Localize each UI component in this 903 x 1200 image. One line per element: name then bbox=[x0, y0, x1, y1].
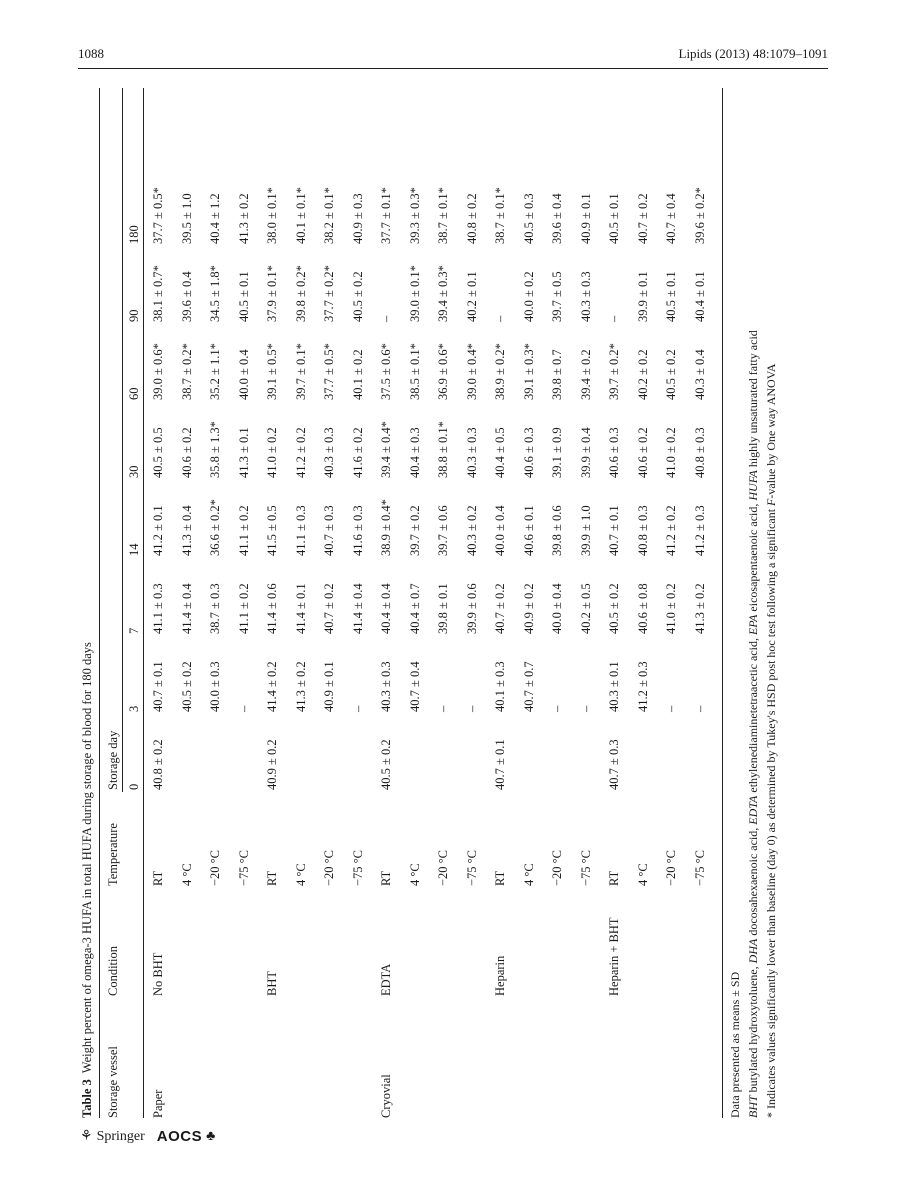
cell-value-day-60: 39.7 ± 0.1* bbox=[293, 343, 308, 400]
cell-condition: EDTA bbox=[379, 963, 393, 996]
cell-value-day-90: 37.7 ± 0.2* bbox=[322, 265, 336, 322]
cell-value-day-14: 41.2 ± 0.1 bbox=[151, 505, 165, 556]
cell-temperature: 4 °C bbox=[293, 863, 308, 886]
cell-value-day-90: – bbox=[607, 315, 621, 322]
cell-temperature: −75 °C bbox=[578, 849, 593, 886]
rotated-table bbox=[80, 88, 840, 1118]
cell-value-day-30: 39.1 ± 0.9 bbox=[550, 427, 564, 478]
cell-value-day-30: 41.2 ± 0.2 bbox=[293, 427, 308, 478]
cell-temperature: −20 °C bbox=[436, 849, 450, 886]
cell-value-day-30: 38.8 ± 0.1* bbox=[436, 421, 450, 478]
cell-value-day-7: 41.4 ± 0.1 bbox=[293, 583, 308, 634]
day-header-7: 7 bbox=[127, 627, 141, 634]
springer-wordmark: Springer bbox=[96, 1128, 145, 1144]
cell-value-day-3: 40.7 ± 0.1 bbox=[151, 661, 165, 712]
cell-value-day-14: 40.8 ± 0.3 bbox=[635, 505, 650, 556]
cell-value-day-14: 41.3 ± 0.4 bbox=[179, 505, 194, 556]
cell-storage-vessel: Paper bbox=[151, 1089, 165, 1118]
day-header-30: 30 bbox=[127, 465, 141, 478]
cell-value-day-90: 39.7 ± 0.5 bbox=[550, 271, 564, 322]
cell-value-day-60: 36.9 ± 0.6* bbox=[436, 343, 450, 400]
cell-value-day-60: 37.7 ± 0.5* bbox=[322, 343, 336, 400]
table-bottom-rule bbox=[722, 88, 723, 1118]
cell-value-day-0: 40.7 ± 0.1 bbox=[493, 739, 507, 790]
cell-value-day-60: 38.9 ± 0.2* bbox=[493, 343, 507, 400]
header-temperature: Temperature bbox=[106, 823, 120, 886]
cell-temperature: RT bbox=[151, 870, 165, 886]
cell-value-day-14: 41.2 ± 0.2 bbox=[664, 505, 678, 556]
cell-value-day-180: 40.7 ± 0.4 bbox=[664, 193, 678, 244]
cell-condition: BHT bbox=[265, 971, 279, 996]
cell-value-day-14: 40.7 ± 0.3 bbox=[322, 505, 336, 556]
cell-temperature: −20 °C bbox=[208, 849, 222, 886]
cell-value-day-60: 35.2 ± 1.1* bbox=[208, 343, 222, 400]
cell-value-day-7: 40.7 ± 0.2 bbox=[493, 583, 507, 634]
cell-value-day-0: 40.5 ± 0.2 bbox=[379, 739, 393, 790]
cell-value-day-14: 40.0 ± 0.4 bbox=[493, 505, 507, 556]
cell-value-day-7: 38.7 ± 0.3 bbox=[208, 583, 222, 634]
cell-value-day-30: 40.6 ± 0.3 bbox=[521, 427, 536, 478]
cell-temperature: −20 °C bbox=[664, 849, 678, 886]
cell-value-day-3: 40.3 ± 0.3 bbox=[379, 661, 393, 712]
day-header-60: 60 bbox=[127, 387, 141, 400]
cell-value-day-30: 39.4 ± 0.4* bbox=[379, 421, 393, 478]
cell-value-day-30: 41.0 ± 0.2 bbox=[664, 427, 678, 478]
cell-value-day-180: 38.7 ± 0.1* bbox=[436, 187, 450, 244]
day-header-0: 0 bbox=[127, 783, 141, 790]
cell-value-day-7: 41.1 ± 0.3 bbox=[151, 583, 165, 634]
cell-value-day-30: 40.5 ± 0.5 bbox=[151, 427, 165, 478]
cell-value-day-3: – bbox=[350, 705, 365, 712]
cell-temperature: 4 °C bbox=[635, 863, 650, 886]
cell-value-day-30: 40.6 ± 0.2 bbox=[635, 427, 650, 478]
cell-temperature: −75 °C bbox=[692, 849, 707, 886]
cell-value-day-7: 41.3 ± 0.2 bbox=[692, 583, 707, 634]
table-top-rule bbox=[99, 88, 100, 1118]
page-header bbox=[78, 38, 828, 60]
cell-value-day-14: 40.7 ± 0.1 bbox=[607, 505, 621, 556]
cell-value-day-30: 41.6 ± 0.2 bbox=[350, 427, 365, 478]
cell-value-day-180: 38.7 ± 0.1* bbox=[493, 187, 507, 244]
cell-value-day-180: 39.3 ± 0.3* bbox=[407, 187, 422, 244]
cell-value-day-3: – bbox=[236, 705, 251, 712]
cell-value-day-60: 39.1 ± 0.5* bbox=[265, 343, 279, 400]
table-label: Table 3 bbox=[80, 1079, 94, 1118]
cell-value-day-3: – bbox=[550, 705, 564, 712]
cell-value-day-90: 40.2 ± 0.1 bbox=[464, 271, 479, 322]
cell-value-day-3: – bbox=[578, 705, 593, 712]
table-header-rule bbox=[143, 88, 144, 1118]
cell-value-day-3: 40.7 ± 0.7 bbox=[521, 661, 536, 712]
table-note-abbreviations: BHT butylated hydroxytoluene, DHA docosahexaenoic acid, EDTA ethylenediaminetetraacetic acid, EPA eicosapentaenoic acid, HUFA highly unsaturated fatty acid bbox=[746, 330, 760, 1118]
cell-value-day-7: 40.5 ± 0.2 bbox=[607, 583, 621, 634]
cell-value-day-180: 38.2 ± 0.1* bbox=[322, 187, 336, 244]
cell-condition: Heparin bbox=[493, 955, 507, 996]
cell-condition: Heparin + BHT bbox=[607, 917, 621, 996]
publisher-footer bbox=[80, 1128, 215, 1145]
storage-day-rule bbox=[122, 88, 123, 792]
cell-value-day-30: 40.6 ± 0.3 bbox=[607, 427, 621, 478]
cell-value-day-60: 39.1 ± 0.3* bbox=[521, 343, 536, 400]
cell-value-day-180: 40.5 ± 0.1 bbox=[607, 193, 621, 244]
header-rule bbox=[78, 68, 828, 69]
cell-value-day-30: 40.6 ± 0.2 bbox=[179, 427, 194, 478]
cell-value-day-7: 41.0 ± 0.2 bbox=[664, 583, 678, 634]
cell-value-day-7: 41.4 ± 0.4 bbox=[350, 583, 365, 634]
cell-value-day-30: 40.8 ± 0.3 bbox=[692, 427, 707, 478]
cell-value-day-14: 40.6 ± 0.1 bbox=[521, 505, 536, 556]
cell-value-day-3: – bbox=[692, 705, 707, 712]
cell-value-day-90: 38.1 ± 0.7* bbox=[151, 265, 165, 322]
journal-citation: Lipids (2013) 48:1079–1091 bbox=[678, 46, 828, 61]
cell-value-day-60: 38.7 ± 0.2* bbox=[179, 343, 194, 400]
cell-value-day-90: 39.4 ± 0.3* bbox=[436, 265, 450, 322]
cell-value-day-180: 39.6 ± 0.2* bbox=[692, 187, 707, 244]
cell-value-day-7: 39.9 ± 0.6 bbox=[464, 583, 479, 634]
header-storage-vessel: Storage vessel bbox=[106, 1046, 120, 1118]
cell-value-day-14: 39.9 ± 1.0 bbox=[578, 505, 593, 556]
cell-value-day-7: 40.7 ± 0.2 bbox=[322, 583, 336, 634]
cell-value-day-30: 40.3 ± 0.3 bbox=[464, 427, 479, 478]
cell-value-day-90: 40.3 ± 0.3 bbox=[578, 271, 593, 322]
cell-value-day-14: 39.7 ± 0.6 bbox=[436, 505, 450, 556]
cell-value-day-14: 41.1 ± 0.2 bbox=[236, 505, 251, 556]
cell-value-day-0: 40.8 ± 0.2 bbox=[151, 739, 165, 790]
cell-value-day-14: 41.5 ± 0.5 bbox=[265, 505, 279, 556]
aocs-logo: AOCS bbox=[156, 1128, 203, 1145]
cell-value-day-3: 41.4 ± 0.2 bbox=[265, 661, 279, 712]
cell-value-day-30: 41.3 ± 0.1 bbox=[236, 427, 251, 478]
cell-value-day-0: 40.9 ± 0.2 bbox=[265, 739, 279, 790]
cell-value-day-180: 40.1 ± 0.1* bbox=[293, 187, 308, 244]
day-header-3: 3 bbox=[127, 705, 141, 712]
cell-value-day-60: 37.5 ± 0.6* bbox=[379, 343, 393, 400]
cell-value-day-7: 41.1 ± 0.2 bbox=[236, 583, 251, 634]
cell-value-day-60: 40.1 ± 0.2 bbox=[350, 349, 365, 400]
cell-value-day-7: 40.9 ± 0.2 bbox=[521, 583, 536, 634]
cell-value-day-180: 40.9 ± 0.1 bbox=[578, 193, 593, 244]
cell-value-day-14: 39.8 ± 0.6 bbox=[550, 505, 564, 556]
cell-value-day-14: 41.1 ± 0.3 bbox=[293, 505, 308, 556]
cell-temperature: −20 °C bbox=[322, 849, 336, 886]
cell-value-day-30: 40.3 ± 0.3 bbox=[322, 427, 336, 478]
cell-value-day-90: 40.0 ± 0.2 bbox=[521, 271, 536, 322]
cell-value-day-7: 41.4 ± 0.6 bbox=[265, 583, 279, 634]
cell-value-day-60: 40.0 ± 0.4 bbox=[236, 349, 251, 400]
aocs-logo-icon: ♣ bbox=[206, 1128, 216, 1144]
cell-value-day-30: 40.4 ± 0.3 bbox=[407, 427, 422, 478]
cell-condition: No BHT bbox=[151, 952, 165, 996]
cell-value-day-14: 38.9 ± 0.4* bbox=[379, 499, 393, 556]
cell-value-day-14: 36.6 ± 0.2* bbox=[208, 499, 222, 556]
cell-value-day-3: 40.3 ± 0.1 bbox=[607, 661, 621, 712]
cell-temperature: −75 °C bbox=[464, 849, 479, 886]
cell-temperature: −20 °C bbox=[550, 849, 564, 886]
header-condition: Condition bbox=[106, 945, 120, 996]
header-storage-day: Storage day bbox=[106, 730, 120, 790]
cell-value-day-180: 37.7 ± 0.1* bbox=[379, 187, 393, 244]
cell-value-day-60: 40.3 ± 0.4 bbox=[692, 349, 707, 400]
cell-value-day-7: 40.4 ± 0.7 bbox=[407, 583, 422, 634]
cell-value-day-60: 39.4 ± 0.2 bbox=[578, 349, 593, 400]
day-header-14: 14 bbox=[127, 543, 141, 556]
page-number: 1088 bbox=[78, 46, 104, 61]
cell-temperature: RT bbox=[265, 870, 279, 886]
cell-value-day-14: 41.6 ± 0.3 bbox=[350, 505, 365, 556]
cell-value-day-60: 39.7 ± 0.2* bbox=[607, 343, 621, 400]
cell-value-day-7: 39.8 ± 0.1 bbox=[436, 583, 450, 634]
cell-value-day-3: 40.1 ± 0.3 bbox=[493, 661, 507, 712]
cell-temperature: −75 °C bbox=[236, 849, 251, 886]
springer-logo-icon: ⚘ bbox=[80, 1129, 93, 1144]
cell-temperature: 4 °C bbox=[407, 863, 422, 886]
cell-value-day-7: 40.2 ± 0.5 bbox=[578, 583, 593, 634]
cell-value-day-3: 41.3 ± 0.2 bbox=[293, 661, 308, 712]
table-caption-text: Weight percent of omega-3 HUFA in total HUFA during storage of blood for 180 days bbox=[80, 642, 94, 1074]
cell-value-day-90: 40.5 ± 0.1 bbox=[664, 271, 678, 322]
day-header-90: 90 bbox=[127, 309, 141, 322]
cell-value-day-14: 39.7 ± 0.2 bbox=[407, 505, 422, 556]
cell-value-day-180: 37.7 ± 0.5* bbox=[151, 187, 165, 244]
cell-value-day-90: 39.8 ± 0.2* bbox=[293, 265, 308, 322]
cell-value-day-3: 40.7 ± 0.4 bbox=[407, 661, 422, 712]
cell-value-day-30: 40.4 ± 0.5 bbox=[493, 427, 507, 478]
cell-value-day-30: 39.9 ± 0.4 bbox=[578, 427, 593, 478]
table-note-significance: * Indicates values significantly lower than baseline (day 0) as determined by Tukey's HSD post hoc test following a significant F-value by One way ANOVA bbox=[764, 363, 778, 1118]
cell-value-day-7: 40.4 ± 0.4 bbox=[379, 583, 393, 634]
cell-temperature: RT bbox=[607, 870, 621, 886]
cell-value-day-60: 38.5 ± 0.1* bbox=[407, 343, 422, 400]
cell-value-day-90: 34.5 ± 1.8* bbox=[208, 265, 222, 322]
cell-temperature: RT bbox=[493, 870, 507, 886]
cell-storage-vessel: Cryovial bbox=[379, 1074, 393, 1118]
cell-value-day-3: – bbox=[464, 705, 479, 712]
cell-value-day-180: 40.5 ± 0.3 bbox=[521, 193, 536, 244]
cell-temperature: −75 °C bbox=[350, 849, 365, 886]
table-caption bbox=[80, 642, 95, 1118]
cell-value-day-180: 40.4 ± 1.2 bbox=[208, 193, 222, 244]
cell-value-day-180: 41.3 ± 0.2 bbox=[236, 193, 251, 244]
cell-value-day-3: 40.0 ± 0.3 bbox=[208, 661, 222, 712]
cell-value-day-60: 40.5 ± 0.2 bbox=[664, 349, 678, 400]
cell-value-day-14: 41.2 ± 0.3 bbox=[692, 505, 707, 556]
cell-value-day-14: 40.3 ± 0.2 bbox=[464, 505, 479, 556]
cell-value-day-90: 39.6 ± 0.4 bbox=[179, 271, 194, 322]
cell-value-day-60: 39.0 ± 0.4* bbox=[464, 343, 479, 400]
cell-value-day-3: 41.2 ± 0.3 bbox=[635, 661, 650, 712]
cell-value-day-90: 37.9 ± 0.1* bbox=[265, 265, 279, 322]
cell-value-day-90: 39.0 ± 0.1* bbox=[407, 265, 422, 322]
cell-value-day-7: 40.0 ± 0.4 bbox=[550, 583, 564, 634]
table-note-means: Data presented as means ± SD bbox=[728, 971, 742, 1118]
cell-value-day-90: – bbox=[379, 315, 393, 322]
cell-value-day-0: 40.7 ± 0.3 bbox=[607, 739, 621, 790]
cell-value-day-180: 40.7 ± 0.2 bbox=[635, 193, 650, 244]
cell-temperature: 4 °C bbox=[521, 863, 536, 886]
day-header-180: 180 bbox=[127, 225, 141, 244]
cell-value-day-60: 39.0 ± 0.6* bbox=[151, 343, 165, 400]
cell-value-day-30: 41.0 ± 0.2 bbox=[265, 427, 279, 478]
cell-value-day-60: 40.2 ± 0.2 bbox=[635, 349, 650, 400]
cell-value-day-3: 40.9 ± 0.1 bbox=[322, 661, 336, 712]
cell-temperature: 4 °C bbox=[179, 863, 194, 886]
cell-value-day-180: 39.6 ± 0.4 bbox=[550, 193, 564, 244]
cell-value-day-3: – bbox=[664, 705, 678, 712]
cell-value-day-3: – bbox=[436, 705, 450, 712]
cell-value-day-60: 39.8 ± 0.7 bbox=[550, 349, 564, 400]
cell-value-day-180: 40.8 ± 0.2 bbox=[464, 193, 479, 244]
cell-value-day-30: 35.8 ± 1.3* bbox=[208, 421, 222, 478]
cell-value-day-7: 41.4 ± 0.4 bbox=[179, 583, 194, 634]
cell-value-day-3: 40.5 ± 0.2 bbox=[179, 661, 194, 712]
cell-value-day-90: 39.9 ± 0.1 bbox=[635, 271, 650, 322]
cell-value-day-7: 40.6 ± 0.8 bbox=[635, 583, 650, 634]
cell-value-day-180: 40.9 ± 0.3 bbox=[350, 193, 365, 244]
cell-value-day-180: 39.5 ± 1.0 bbox=[179, 193, 194, 244]
cell-value-day-90: 40.5 ± 0.2 bbox=[350, 271, 365, 322]
cell-value-day-90: 40.5 ± 0.1 bbox=[236, 271, 251, 322]
cell-value-day-180: 38.0 ± 0.1* bbox=[265, 187, 279, 244]
cell-value-day-90: 40.4 ± 0.1 bbox=[692, 271, 707, 322]
cell-value-day-90: – bbox=[493, 315, 507, 322]
cell-temperature: RT bbox=[379, 870, 393, 886]
